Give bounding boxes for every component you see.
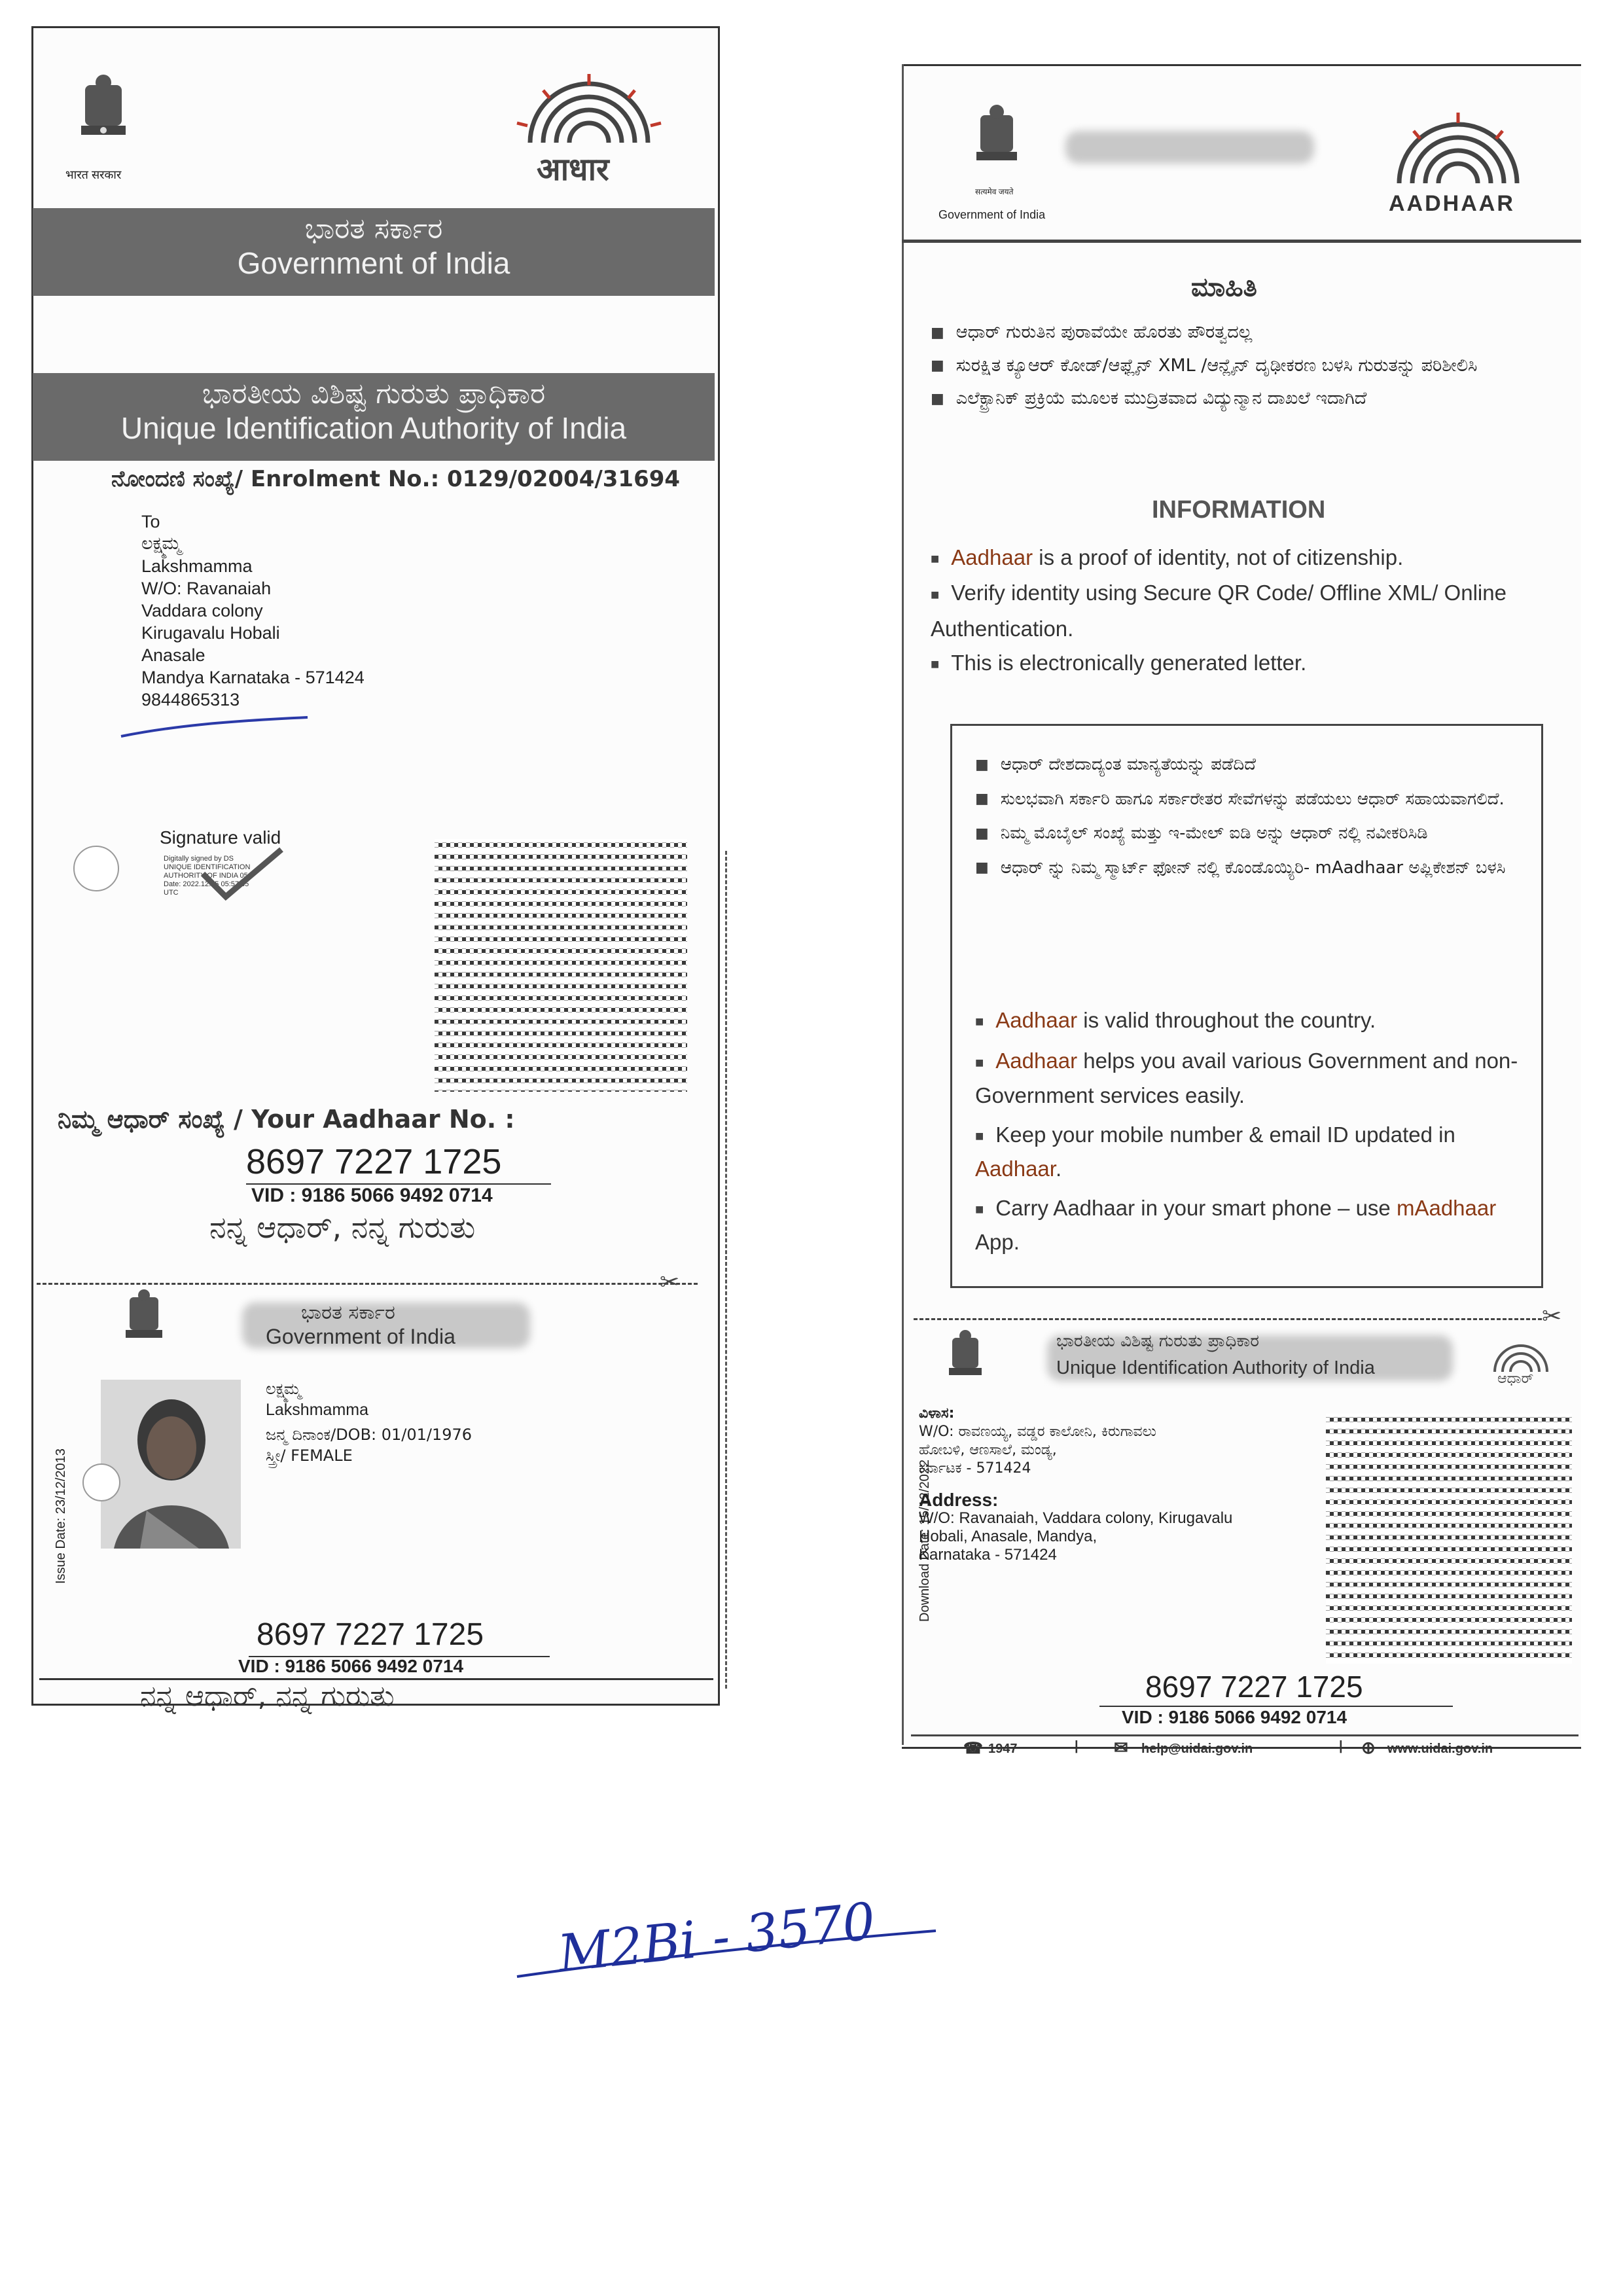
signature-line: Date: 2022.12.15 05:57:35 [164, 880, 249, 888]
box-kannada-item: ■ ಆಧಾರ್ ದೇಶದಾದ್ಯಂತ ಮಾನ್ಯತೆಯನ್ನು ಪಡೆದಿದೆ [975, 753, 1518, 777]
english-info-item: ■ This is electronically generated letter. [931, 646, 1572, 681]
card-tagline: ನನ್ನ ಆಧಾರ್, ನನ್ನ ಗುರುತು [140, 1679, 395, 1713]
signature-line: Digitally signed by DS [164, 855, 234, 863]
signature-valid-label: Signature valid [160, 827, 281, 848]
phone-icon: ☎ [963, 1740, 983, 1757]
vilasa-label: ವಿಳಾಸ: [919, 1405, 955, 1422]
kannada-info-list [931, 321, 1507, 411]
issue-date: Issue Date: 23/12/2013 [54, 1448, 68, 1584]
vilasa-line: W/O: ರಾವಣಯ್ಯ, ವಡ್ಡರ ಕಾಲೋನಿ, ಕಿರುಗಾವಲು [919, 1424, 1156, 1440]
card-name-english: Lakshmamma [266, 1401, 368, 1419]
your-aadhaar-label: ನಿಮ್ಮ ಆಧಾರ್ ಸಂಖ್ಯೆ / Your Aadhaar No. : [58, 1105, 515, 1134]
card-aadhaar-number: 8697 7227 1725 [257, 1617, 484, 1652]
card-gov-english: Government of India [266, 1325, 455, 1348]
signature-line: UNIQUE IDENTIFICATION [164, 863, 251, 871]
scissors-icon: ✂ [660, 1268, 680, 1295]
info-text: is a proof of identity, not of citizenship. [1033, 545, 1404, 569]
gov-band-kannada: ಭಾರತ ಸರ್ಕಾರ [304, 212, 443, 245]
footer-bar [911, 1734, 1578, 1763]
mahiti-heading: ಮಾಹಿತಿ [1191, 272, 1257, 302]
highlight-aadhaar: Aadhaar [975, 1156, 1056, 1181]
handwritten-stroke [510, 1924, 942, 1983]
gov-band-english: Government of India [237, 246, 510, 280]
address-line: Lakshmamma [141, 556, 253, 576]
signature-line: AUTHORITY OF INDIA 05 [164, 872, 248, 880]
card-dob: ಜನ್ಮ ದಿನಾಂಕ/DOB: 01/01/1976 [266, 1426, 473, 1444]
vid-number: VID : 9186 5066 9492 0714 [251, 1185, 493, 1206]
aadhaar-logo-text: AADHAAR [1389, 191, 1515, 216]
card-authority-kannada: ಭಾರತೀಯ ವಿಶಿಷ್ಟ ಗುರುತು ಪ್ರಾಧಿಕಾರ [1056, 1331, 1259, 1351]
card-gender: ಸ್ತ್ರೀ/ FEMALE [266, 1446, 353, 1465]
card-vid: VID : 9186 5066 9492 0714 [1122, 1707, 1347, 1727]
card-vid: VID : 9186 5066 9492 0714 [238, 1656, 464, 1676]
uidai-band [33, 373, 715, 461]
header-rule [902, 240, 1581, 243]
card-aadhaar-number: 8697 7227 1725 [1145, 1670, 1363, 1704]
address-line: Karnataka - 571424 [919, 1546, 1057, 1564]
signature-line: UTC [164, 889, 179, 897]
aadhaar-logo-icon [1373, 105, 1543, 190]
enrolment-number: ನೋಂದಣಿ ಸಂಖ್ಯೆ/ Enrolment No.: 0129/02004/31694 [111, 466, 681, 492]
recipient-address [141, 511, 365, 711]
emblem-caption-hindi: सत्यमेव जयते [975, 187, 1014, 196]
box-english-text: App. [975, 1230, 1020, 1255]
handwritten-underline [118, 713, 314, 740]
national-emblem-icon [71, 73, 136, 158]
address-line: Mandya Karnataka - 571424 [141, 668, 365, 687]
phone-number: 1947 [988, 1742, 1018, 1756]
address-line: Kirugavalu Hobali [141, 623, 280, 643]
card-qr-code [1326, 1414, 1572, 1664]
card-emblem-icon [118, 1288, 170, 1354]
kannada-info-item: ■ ಎಲೆಕ್ಟ್ರಾನಿಕ್ ಪ್ರಕ್ರಿಯೆ ಮೂಲಕ ಮುದ್ರಿತವಾದ ವಿದ್ಯುನ್ಮಾನ ದಾಖಲೆ ಇದಾಗಿದೆ [931, 387, 1507, 411]
cut-line [914, 1318, 1542, 1320]
english-info-item: ■ Verify identity using Secure QR Code/ Offline XML/ Online Authentication. [931, 576, 1572, 645]
person-photo-icon [101, 1380, 241, 1549]
address-line: ಲಕ್ಷ್ಮಮ್ಮ [141, 533, 181, 554]
box-kannada-item: ■ ಸುಲಭವಾಗಿ ಸರ್ಕಾರಿ ಹಾಗೂ ಸರ್ಕಾರೇತರ ಸೇವೆಗಳನ್ನು ಪಡೆಯಲು ಆಧಾರ್ ಸಹಾಯವಾಗಲಿದೆ. [975, 787, 1518, 812]
address-line: Vaddara colony [141, 601, 263, 620]
globe-icon: ⊕ [1361, 1738, 1376, 1757]
address-label: Address: [919, 1490, 999, 1510]
national-emblem-icon [967, 103, 1026, 182]
address-line: W/O: Ravanaiah [141, 579, 272, 598]
box-english-text: Keep your mobile number & email ID updated in [995, 1122, 1455, 1147]
emblem-caption: भारत सरकार [65, 168, 122, 181]
address-block [919, 1491, 1318, 1564]
signature-check-icon [196, 844, 288, 903]
uidai-band-english: Unique Identification Authority of India [120, 411, 627, 445]
emblem-caption: Government of India [938, 208, 1046, 221]
vilasa-block [919, 1405, 1318, 1478]
footer-divider: | [1075, 1739, 1079, 1753]
box-english-item [975, 1004, 1518, 1038]
email-icon: ✉ [1114, 1738, 1128, 1757]
highlight-maadhaar: mAadhaar [1396, 1195, 1497, 1220]
cut-line [37, 1283, 698, 1285]
box-english-item [975, 1045, 1518, 1111]
vertical-cut-line [725, 851, 727, 1689]
tagline: ನನ್ನ ಆಧಾರ್, ನನ್ನ ಗುರುತು [209, 1210, 476, 1245]
box-english-text: . [1055, 1156, 1062, 1181]
information-heading: INFORMATION [1152, 496, 1326, 524]
english-info-item [931, 541, 1572, 576]
punch-hole [73, 846, 119, 891]
address-line: To [141, 512, 160, 531]
card-name-kannada: ಲಕ್ಷ್ಮಮ್ಮ [266, 1380, 301, 1398]
left-letter-qr-code [435, 839, 687, 1092]
handwritten-note: M2Bi - 3570 [555, 1892, 878, 1984]
website: www.uidai.gov.in [1387, 1742, 1493, 1756]
box-english-text: helps you avail various Government and non-Government services easily. [975, 1049, 1518, 1107]
uidai-band-kannada: ಭಾರತೀಯ ವಿಶಿಷ್ಟ ಗುರುತು ಪ್ರಾಧಿಕಾರ [202, 377, 546, 410]
english-info-list [931, 541, 1572, 681]
card-logo-text: ಆಧಾರ್ [1497, 1371, 1534, 1387]
redacted-header [1065, 131, 1314, 164]
box-kannada-item: ■ ನಿಮ್ಮ ಮೊಬೈಲ್ ಸಂಖ್ಯೆ ಮತ್ತು ಇ-ಮೇಲ್ ಐಡಿ ಅನ್ನು ಆಧಾರ್ ನಲ್ಲಿ ನವೀಕರಿಸಿಡಿ [975, 821, 1518, 846]
box-english-item [975, 1119, 1518, 1185]
scissors-icon: ✂ [1542, 1302, 1562, 1329]
aadhaar-logo-icon [504, 71, 674, 156]
vilasa-line: ಕರ್ನಾಟಕ - 571424 [919, 1460, 1031, 1477]
email-address: help@uidai.gov.in [1141, 1742, 1253, 1756]
right-letter-frame-left [902, 64, 904, 1745]
holder-photo [101, 1380, 241, 1549]
box-kannada-list [975, 753, 1518, 880]
punch-hole [82, 1463, 120, 1501]
address-line: Hobali, Anasale, Mandya, [919, 1528, 1097, 1545]
kannada-info-item: ■ ಆಧಾರ್ ಗುರುತಿನ ಪುರಾವೆಯೇ ಹೊರತು ಪೌರತ್ವದಲ್ಲ [931, 321, 1507, 345]
box-english-text: is valid throughout the country. [1077, 1008, 1376, 1032]
highlight-aadhaar: Aadhaar [995, 1049, 1078, 1073]
box-english-list [975, 1004, 1518, 1259]
mobile-number: 9844865313 [141, 690, 240, 709]
highlight-aadhaar: Aadhaar [995, 1008, 1078, 1032]
address-line: W/O: Ravanaiah, Vaddara colony, Kirugavalu [919, 1509, 1233, 1527]
aadhaar-logo-icon [1482, 1333, 1560, 1374]
vilasa-line: ಹೋಬಳಿ, ಆಣಸಾಲೆ, ಮಂಡ್ಯ, [919, 1442, 1057, 1458]
aadhaar-number: 8697 7227 1725 [246, 1142, 502, 1181]
footer-divider: | [1339, 1739, 1343, 1753]
download-date: Download Date: 15/12/2022 [918, 1460, 932, 1622]
box-english-text: Carry Aadhaar in your smart phone – use [995, 1195, 1397, 1220]
aadhaar-logo-text: आधार [537, 151, 609, 188]
highlight-aadhaar: Aadhaar [951, 545, 1033, 569]
kannada-info-item: ■ ಸುರಕ್ಷಿತ ಕ್ಯೂಆರ್ ಕೋಡ್/ಆಫ್ಲೈನ್ XML /ಆನ್ಲೈನ್ ದೃಢೀಕರಣ ಬಳಸಿ ಗುರುತನ್ನು ಪರಿಶೀಲಿಸಿ [931, 354, 1507, 378]
government-band [33, 208, 715, 296]
card-emblem-icon [942, 1329, 988, 1390]
card-gov-kannada: ಭಾರತ ಸರ್ಕಾರ [301, 1301, 395, 1324]
box-english-item [975, 1192, 1518, 1259]
box-kannada-item: ■ ಆಧಾರ್ ನ್ನು ನಿಮ್ಮ ಸ್ಮಾರ್ಟ್ ಫೋನ್ ನಲ್ಲಿ ಕೊಂಡೊಯ್ಯಿರಿ- mAadhaar ಅಪ್ಲಿಕೇಶನ್ ಬಳಸಿ [975, 856, 1518, 880]
address-line: Anasale [141, 645, 205, 665]
card-authority-english: Unique Identification Authority of India [1056, 1357, 1375, 1378]
